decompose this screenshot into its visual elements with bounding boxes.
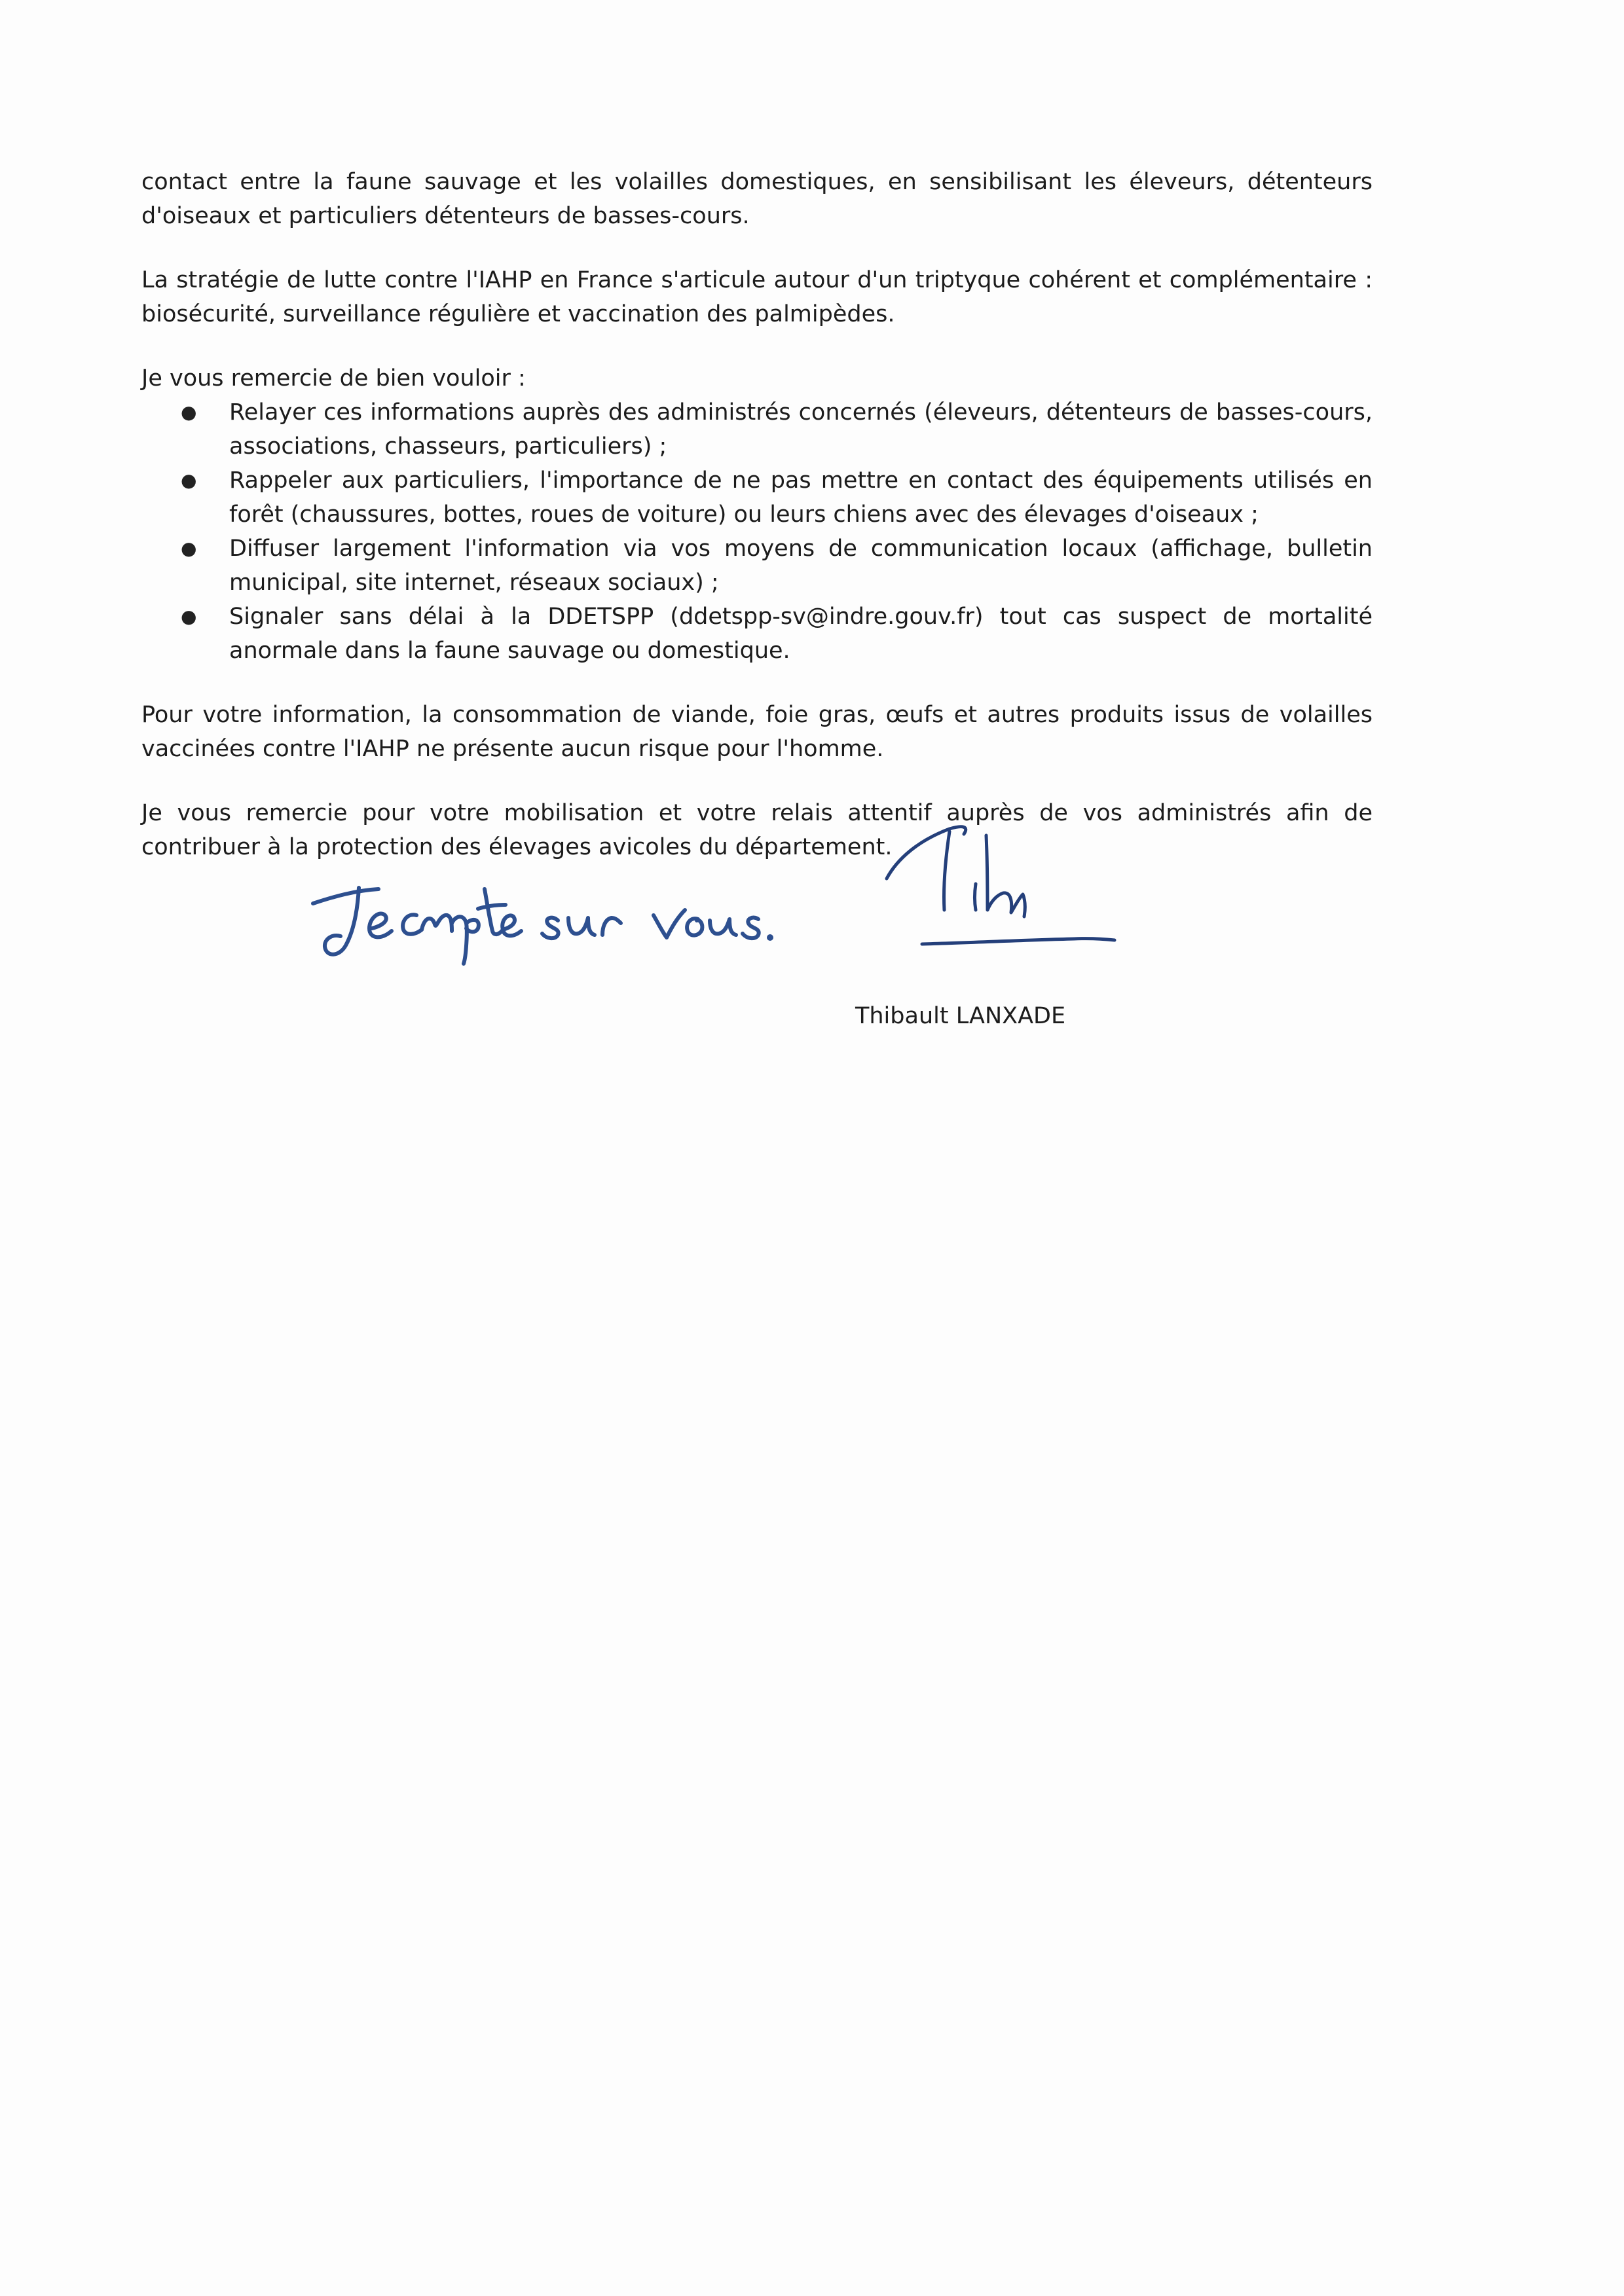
bullet-icon: ● (181, 606, 197, 627)
list-item-text: Relayer ces informations auprès des administrés concernés (éleveurs, détenteurs de basses-cours, associations, chasseurs, particuliers) ; (229, 399, 1373, 460)
list-item-text: Rappeler aux particuliers, l'importance de ne pas mettre en contact des équipements utilisés en forêt (chaussures, bottes, roues de voiture) ou leurs chiens avec des élevages d'oiseaux ; (229, 467, 1373, 528)
signature (877, 812, 1126, 962)
list-item (141, 600, 1373, 668)
body-paragraph-1: contact entre la faune sauvage et les volailles domestiques, en sensibilisant les éleveurs, détenteurs d'oiseaux et particuliers détenteurs de basses-cours. (141, 169, 1373, 229)
signer-name: Thibault LANXADE (855, 1003, 1066, 1029)
list-item (141, 532, 1373, 600)
body-paragraph-2: La stratégie de lutte contre l'IAHP en France s'articule autour d'un triptyque cohérent et complémentaire : biosécurité, surveillance régulière et vaccination des palmipèdes. (141, 267, 1373, 327)
letter-body (141, 165, 1373, 894)
closing-paragraph-2: Je vous remercie pour votre mobilisation et votre relais attentif auprès de vos administrés afin de contribuer à la protection des élevages avicoles du département. (141, 800, 1373, 860)
bullet-icon: ● (181, 538, 197, 559)
list-item-text: Signaler sans délai à la DDETSPP (ddetspp-sv@indre.gouv.fr) tout cas suspect de mortalité anormale dans la faune sauvage ou domestique. (229, 604, 1373, 664)
handwritten-note (306, 858, 778, 969)
list-item-text: Diffuser largement l'information via vos moyens de communication locaux (affichage, bulletin municipal, site internet, réseaux sociaux) ; (229, 536, 1373, 596)
bullet-icon: ● (181, 469, 197, 491)
bullet-icon: ● (181, 401, 197, 423)
closing-paragraph-1: Pour votre information, la consommation de viande, foie gras, œufs et autres produits issus de volailles vaccinées contre l'IAHP ne présente aucun risque pour l'homme. (141, 702, 1373, 762)
list-item (141, 464, 1373, 532)
request-list (141, 395, 1373, 668)
list-item (141, 395, 1373, 464)
list-intro: Je vous remercie de bien vouloir : (141, 365, 526, 392)
